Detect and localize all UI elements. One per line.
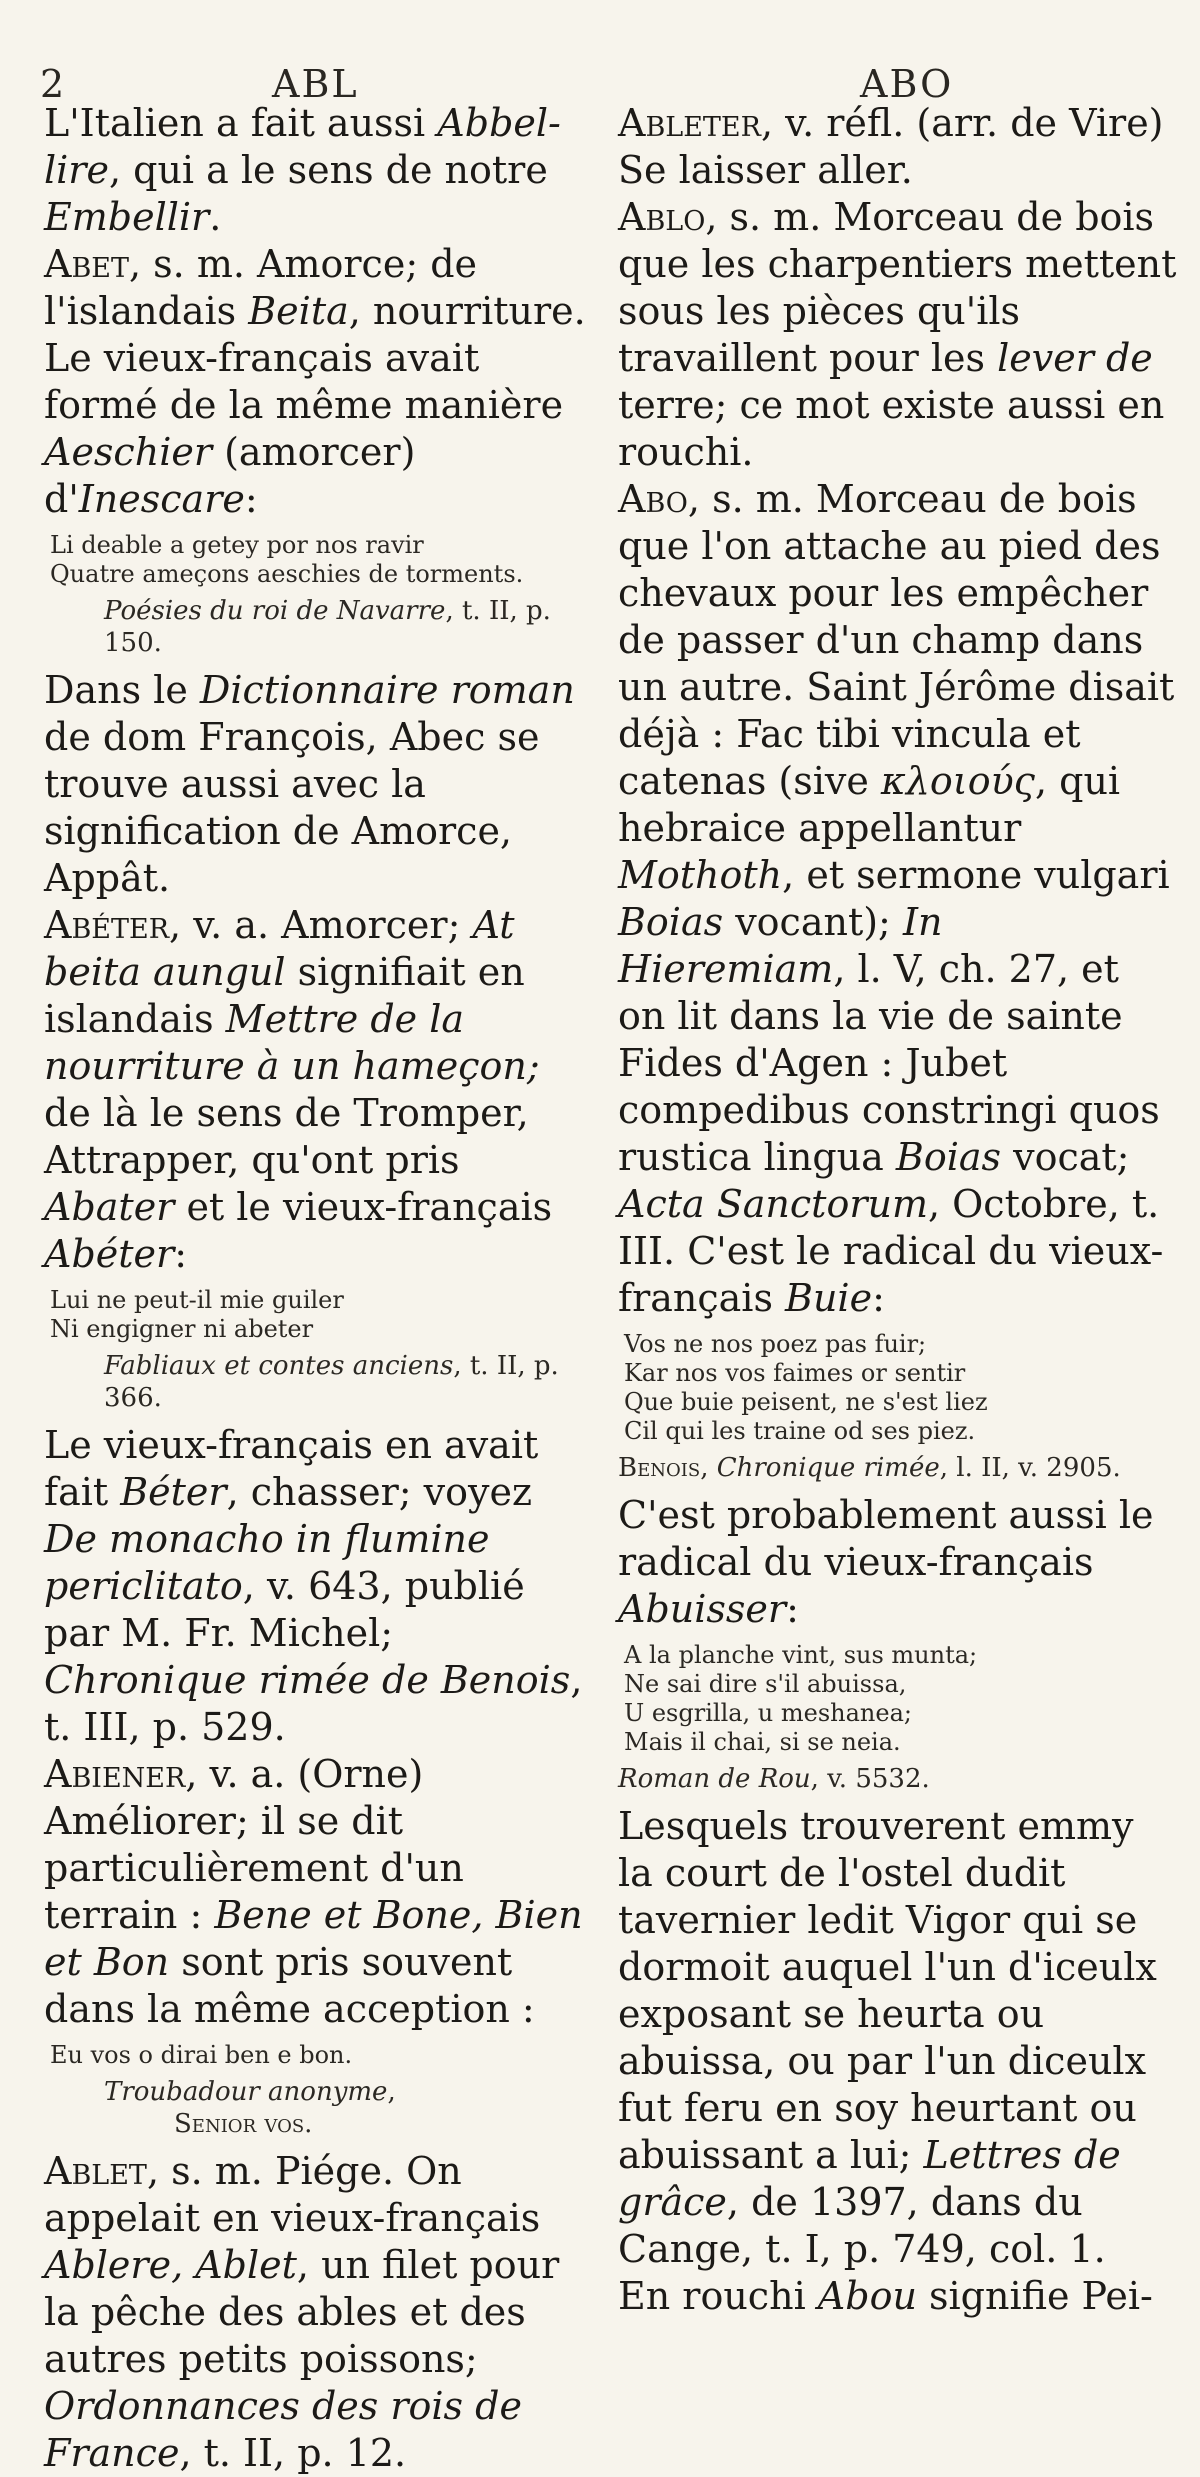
entry-abou: En rouchi Abou signifie Pei-: [618, 2274, 1153, 2318]
page-number: 2: [40, 62, 67, 106]
headword: Abet: [44, 242, 130, 286]
right-column: [618, 100, 1178, 2320]
verse-quote: Li deable a getey por nos ravir Quatre ameçons aeschies de torments.: [50, 531, 524, 588]
headword: Ablo: [618, 195, 706, 239]
entry-abeter: Abéter, v. a. Amorcer; At beita aungul signifiait en islandais Mettre de la nourriture à un hameçon; de là le sens de Tromper, Attrapper, qu'ont pris Abater et le vieux-français Abéter:: [44, 903, 553, 1276]
headword: Ableter: [618, 101, 761, 145]
verse-quote: Vos ne nos poez pas fuir; Kar nos vos faimes or sentir Que buie peisent, ne s'est liez Cil qui les traine od ses piez.: [624, 1330, 988, 1445]
right-running-head: ABO: [860, 62, 954, 106]
entry-lesquels: Lesquels trouverent emmy la court de l'ostel dudit tavernier ledit Vigor qui se dormoit auquel l'un d'iceulx exposant se heurta ou abuissa, ou par l'un diceulx fut feru en soy heurtant ou abuissant a lui; Lettres de grâce, de 1397, dans du Cange, t. I, p. 749, col. 1.: [618, 1804, 1157, 2271]
entry-abiener: Abiener, v. a. (Orne) Améliorer; il se dit particulièrement d'un terrain : Bene et Bone, Bien et Bon sont pris souvent dans la même acception :: [44, 1752, 583, 2031]
entry-ablet: Ablet, s. m. Piége. On appelait en vieux-français Ablere, Ablet, un filet pour la pêche des ables et des autres petits poissons; Ordonnances des rois de France, t. II, p. 12.: [44, 2149, 560, 2475]
entry-abet: Abet, s. m. Amorce; de l'islandais Beita, nourriture.: [44, 242, 586, 333]
citation: Roman de Rou, v. 5532.: [618, 1764, 930, 1794]
citation: Troubadour anonyme, Senior vos.: [104, 2077, 396, 2139]
verse-quote: Eu vos o dirai ben e bon.: [50, 2041, 353, 2069]
verse-quote: Lui ne peut-il mie guiler Ni engigner ni abeter: [50, 1286, 344, 1343]
left-column: [44, 100, 596, 2477]
entry-dictionnaire: Dans le Dictionnaire roman de dom François, Abec se trouve aussi avec la signification de Amorce, Appât.: [44, 668, 575, 900]
entry-beter: Le vieux-français en avait fait Béter, chasser; voyez De monacho in flumine periclitato, v. 643, publié par M. Fr. Michel; Chronique rimée de Benois, t. III, p. 529.: [44, 1423, 583, 1749]
entry-abuisser: C'est probablement aussi le radical du vieux-français Abuisser:: [618, 1493, 1154, 1631]
headword: Abiener: [44, 1752, 186, 1796]
citation: Benois, Chronique rimée, l. II, v. 2905.: [618, 1453, 1121, 1483]
headword: Ablet: [44, 2149, 147, 2193]
left-running-head: ABL: [272, 62, 359, 106]
entry-italian: L'Italien a fait aussi Abbel-lire, qui a le sens de notre Embellir.: [44, 101, 561, 239]
verse-quote: A la planche vint, sus munta; Ne sai dire s'il abuissa, U esgrilla, u meshanea; Mais il chai, si se neia.: [624, 1641, 978, 1756]
headword: Abo: [618, 477, 688, 521]
entry-ableter: Ableter, v. réfl. (arr. de Vire) Se laisser aller.: [618, 101, 1164, 192]
entry-aeschier: Le vieux-français avait formé de la même manière Aeschier (amorcer) d'Inescare:: [44, 336, 564, 521]
headword: Abéter: [44, 903, 170, 947]
citation: Poésies du roi de Navarre, t. II, p. 150.: [104, 596, 551, 658]
entry-abo: Abo, s. m. Morceau de bois que l'on attache au pied des chevaux pour les empêcher de passer d'un champ dans un autre. Saint Jérôme disait déjà : Fac tibi vincula et catenas (sive κλοιούς, qui hebraice appellantur Mothoth, et sermone vulgari Boias vocant); In Hieremiam, l. V, ch. 27, et on lit dans la vie de sainte Fides d'Agen : Jubet compedibus constringi quos rustica lingua Boias vocat; Acta Sanctorum, Octobre, t. III. C'est le radical du vieux-français Buie:: [618, 477, 1175, 1320]
entry-ablo: Ablo, s. m. Morceau de bois que les charpentiers mettent sous les pièces qu'ils travaillent pour les lever de terre; ce mot existe aussi en rouchi.: [618, 195, 1177, 474]
citation: Fabliaux et contes anciens, t. II, p. 366.: [104, 1351, 559, 1413]
